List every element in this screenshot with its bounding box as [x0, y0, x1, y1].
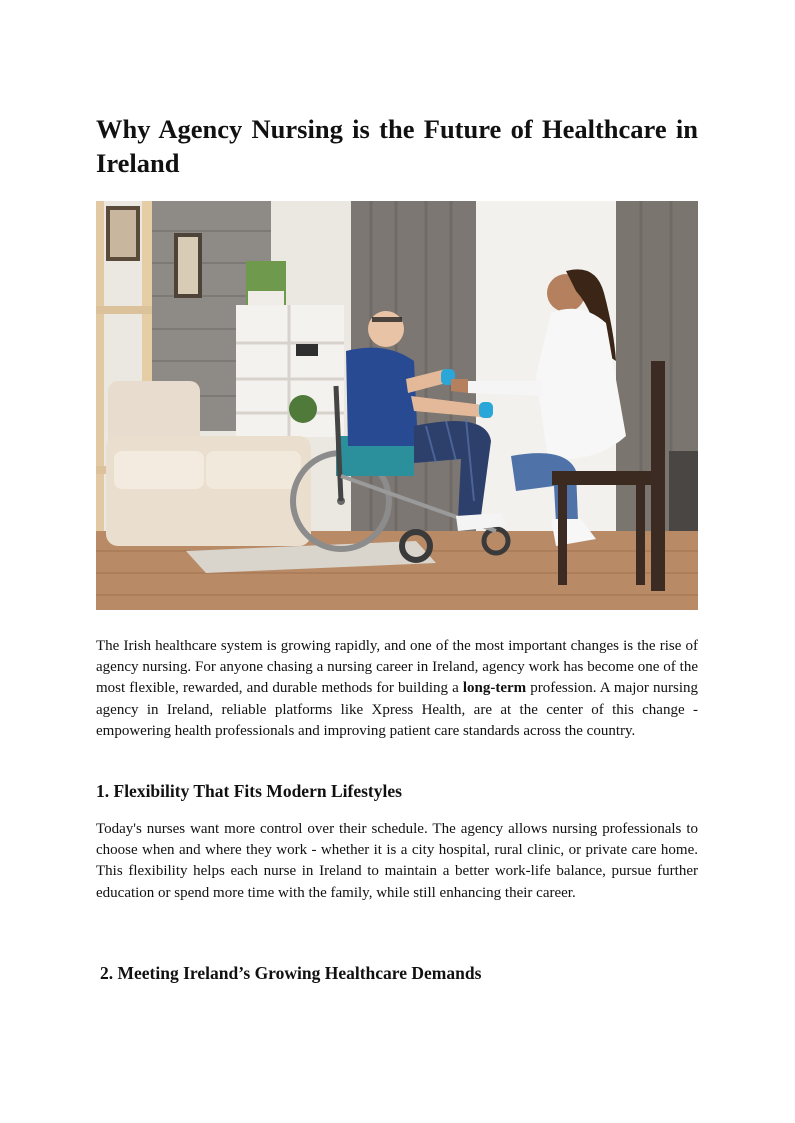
- section-heading-flexibility: 1. Flexibility That Fits Modern Lifestyles: [96, 781, 402, 801]
- section-body-flexibility: Today's nurses want more control over their schedule. The agency allows nursing professionals to choose when and where they work - whether it is a city hospital, rural clinic, or private care home. This flexibility helps each nurse in Ireland to maintain a better work-life balance, pursue further education or spend more time with the family, while still enhancing their career.: [96, 821, 698, 901]
- article-title: Why Agency Nursing is the Future of Healthcare in Ireland: [96, 114, 698, 178]
- section-heading-demands: 2. Meeting Ireland’s Growing Healthcare Demands: [100, 963, 482, 983]
- intro-text-part2: profession. A major nursing agency in Ireland, reliable platforms like Xpress Health, are at the center of this change - empowering health professionals and improving patient care standards across the country.: [96, 680, 699, 739]
- intro-bold-term: long-term: [462, 680, 527, 697]
- intro-paragraph: [96, 636, 698, 742]
- intro-text-part1: The Irish healthcare system is growing rapidly, and one of the most important changes is the rise of agency nursing. For anyone chasing a nursing career in Ireland, agency work has become one of the most flexible, rewarded, and durable methods for building a: [96, 638, 698, 697]
- hero-image: [96, 201, 698, 610]
- hero-illustration: [96, 201, 698, 610]
